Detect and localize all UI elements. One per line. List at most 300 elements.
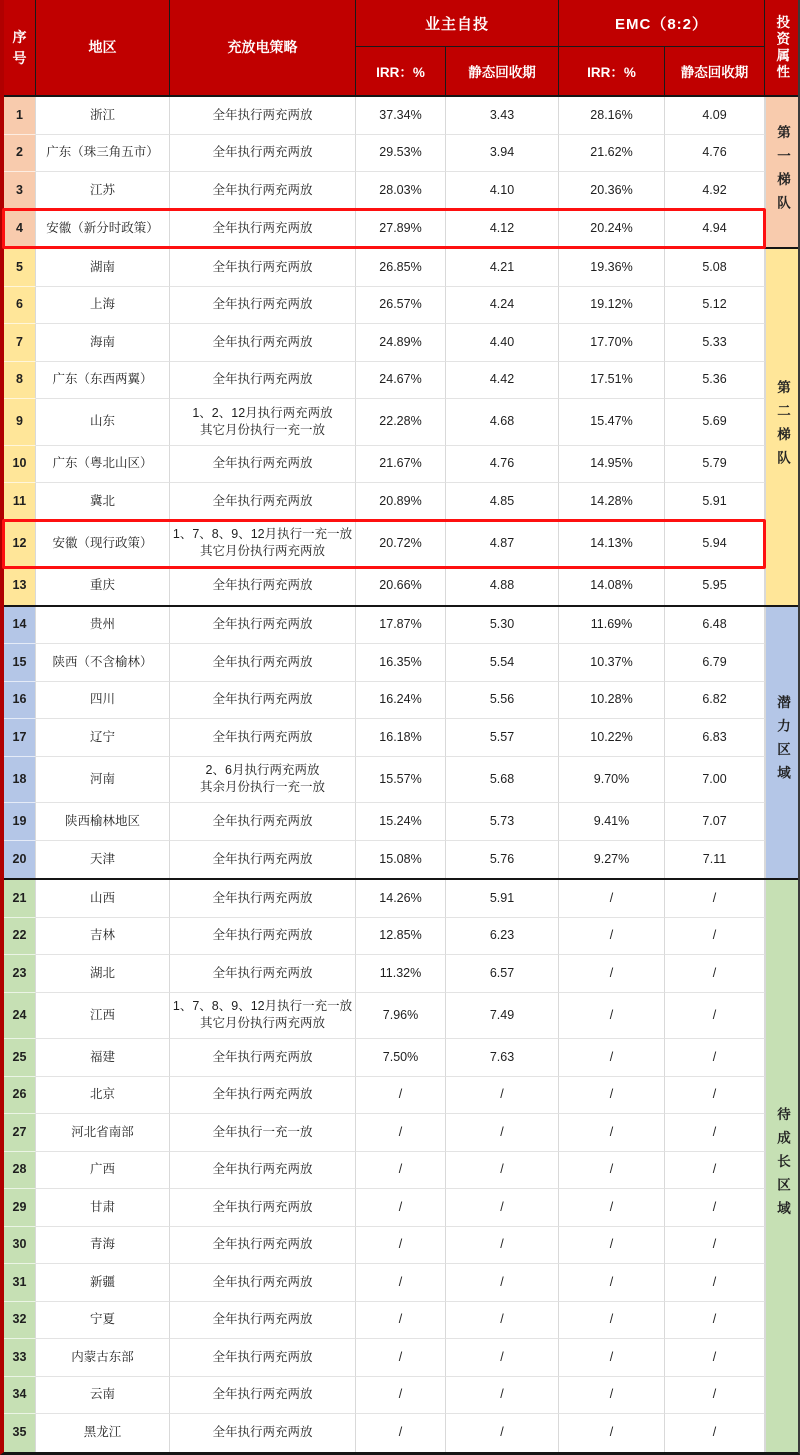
strategy-cell [170,483,356,521]
emc-payback-cell: / [665,918,765,956]
region-cell: 黑龙江 [36,1414,170,1452]
region-cell: 福建 [36,1039,170,1077]
emc-irr-cell: / [559,1414,665,1452]
emc-irr-cell: / [559,1377,665,1415]
tier-group [4,880,798,1452]
strategy-line: 全年执行两充两放 [212,965,313,980]
owner-irr-cell: / [356,1414,446,1452]
emc-payback-cell: 4.94 [665,210,765,248]
strategy-cell [170,1039,356,1077]
owner-payback-cell: 5.57 [446,719,559,757]
header-group-owner [356,0,559,95]
owner-irr-cell: 16.18% [356,719,446,757]
strategy-line: 其它月份执行两充两放 [199,1016,325,1031]
row-no: 20 [4,841,36,879]
header-investment-attribute: 投资属性 [774,14,790,81]
tier-label: 第二梯队 [765,249,798,605]
row-no: 33 [4,1339,36,1377]
strategy-cell [170,567,356,605]
owner-irr-cell: / [356,1227,446,1265]
tier-label: 第一梯队 [765,97,798,247]
strategy-cell [170,1414,356,1452]
owner-payback-cell: 5.30 [446,607,559,645]
strategy-line: 全年执行两充两放 [212,1237,313,1252]
region-cell: 北京 [36,1077,170,1115]
strategy-cell [170,249,356,287]
strategy-cell [170,1114,356,1152]
region-cell: 吉林 [36,918,170,956]
emc-payback-cell: 5.95 [665,567,765,605]
region-cell: 浙江 [36,97,170,135]
row-no: 14 [4,607,36,645]
emc-irr-cell: 9.41% [559,803,665,841]
owner-irr-cell: / [356,1339,446,1377]
emc-irr-cell: 17.51% [559,362,665,400]
emc-irr-cell: / [559,1339,665,1377]
row-no: 16 [4,682,36,720]
owner-irr-cell: 14.26% [356,880,446,918]
table-body [4,95,798,1452]
row-no: 32 [4,1302,36,1340]
row-no: 2 [4,135,36,173]
emc-payback-cell: 4.09 [665,97,765,135]
owner-payback-cell: 3.43 [446,97,559,135]
owner-irr-cell: 27.89% [356,210,446,248]
emc-payback-cell: 5.36 [665,362,765,400]
owner-payback-cell: 6.23 [446,918,559,956]
row-no: 10 [4,446,36,484]
table-row [4,1302,765,1340]
strategy-line: 全年执行两充两放 [212,1274,313,1289]
emc-irr-cell: / [559,880,665,918]
table-row [4,567,765,605]
emc-payback-cell: 7.07 [665,803,765,841]
strategy-cell [170,446,356,484]
table-row [4,682,765,720]
row-no: 19 [4,803,36,841]
emc-irr-cell: / [559,955,665,993]
owner-irr-cell: / [356,1077,446,1115]
table-row [4,446,765,484]
row-no: 24 [4,993,36,1040]
tier-label: 潜力区域 [765,607,798,879]
strategy-line: 1、7、8、9、12月执行一充一放 [172,527,353,542]
owner-irr-cell: 7.96% [356,993,446,1040]
emc-irr-cell: 10.37% [559,644,665,682]
tier-group [4,249,798,607]
region-cell: 江苏 [36,172,170,210]
strategy-cell [170,757,356,804]
emc-payback-cell: 4.92 [665,172,765,210]
emc-payback-cell: 7.00 [665,757,765,804]
owner-payback-cell: / [446,1414,559,1452]
owner-payback-cell: 7.63 [446,1039,559,1077]
strategy-cell [170,803,356,841]
region-cell: 冀北 [36,483,170,521]
owner-payback-cell: 4.76 [446,446,559,484]
owner-payback-cell: 4.85 [446,483,559,521]
strategy-line: 1、7、8、9、12月执行一充一放 [172,999,353,1014]
owner-payback-cell: 4.40 [446,324,559,362]
strategy-line: 其余月份执行一充一放 [199,780,325,795]
emc-payback-cell: 5.12 [665,287,765,325]
owner-irr-cell: 20.89% [356,483,446,521]
owner-irr-cell: 29.53% [356,135,446,173]
region-cell: 江西 [36,993,170,1040]
region-cell: 内蒙古东部 [36,1339,170,1377]
emc-payback-cell: 5.91 [665,483,765,521]
strategy-cell [170,1264,356,1302]
table-header [4,0,798,95]
owner-irr-cell: 15.57% [356,757,446,804]
header-region: 地区 [36,0,170,95]
owner-irr-cell: 26.85% [356,249,446,287]
table-row [4,841,765,879]
owner-payback-cell: 4.87 [446,521,559,568]
tier-group [4,97,798,249]
table-row [4,993,765,1040]
strategy-cell [170,399,356,446]
region-cell: 安徽（现行政策） [36,521,170,568]
table-row [4,287,765,325]
region-cell: 贵州 [36,607,170,645]
strategy-cell [170,1077,356,1115]
row-no: 8 [4,362,36,400]
emc-payback-cell: 6.48 [665,607,765,645]
emc-payback-cell: / [665,1227,765,1265]
region-cell: 四川 [36,682,170,720]
strategy-cell [170,841,356,879]
emc-payback-cell: / [665,1077,765,1115]
emc-payback-cell: 5.94 [665,521,765,568]
emc-irr-cell: / [559,1227,665,1265]
table-row [4,719,765,757]
table-row [4,1114,765,1152]
owner-payback-cell: 4.10 [446,172,559,210]
strategy-line: 全年执行两充两放 [212,297,313,312]
owner-payback-cell: / [446,1152,559,1190]
row-no: 3 [4,172,36,210]
region-cell: 安徽（新分时政策） [36,210,170,248]
owner-payback-cell: / [446,1377,559,1415]
strategy-line: 全年执行两充两放 [212,890,313,905]
strategy-cell [170,719,356,757]
emc-payback-cell: 6.79 [665,644,765,682]
region-cell: 河北省南部 [36,1114,170,1152]
emc-payback-cell: 7.11 [665,841,765,879]
table-row [4,249,765,287]
emc-payback-cell: / [665,1339,765,1377]
table-row [4,644,765,682]
owner-irr-cell: 28.03% [356,172,446,210]
strategy-line: 全年执行两充两放 [212,1425,313,1440]
row-no: 4 [4,210,36,248]
owner-payback-cell: / [446,1227,559,1265]
owner-payback-cell: / [446,1302,559,1340]
table-row [4,97,765,135]
strategy-line: 全年执行两充两放 [212,654,313,669]
strategy-line: 全年执行两充两放 [212,1049,313,1064]
row-no: 9 [4,399,36,446]
strategy-line: 全年执行两充两放 [212,1087,313,1102]
emc-irr-cell: / [559,1152,665,1190]
strategy-cell [170,1189,356,1227]
owner-irr-cell: 15.24% [356,803,446,841]
region-cell: 山西 [36,880,170,918]
row-no: 13 [4,567,36,605]
emc-irr-cell: / [559,1039,665,1077]
emc-payback-cell: / [665,1414,765,1452]
owner-irr-cell: 11.32% [356,955,446,993]
owner-irr-cell: / [356,1114,446,1152]
header-group-emc [559,0,765,95]
emc-irr-cell: / [559,1114,665,1152]
strategy-cell [170,1377,356,1415]
strategy-cell [170,955,356,993]
owner-irr-cell: 26.57% [356,287,446,325]
table-row [4,362,765,400]
region-cell: 青海 [36,1227,170,1265]
emc-irr-cell: / [559,1264,665,1302]
emc-irr-cell: 11.69% [559,607,665,645]
emc-irr-cell: 19.36% [559,249,665,287]
region-cell: 新疆 [36,1264,170,1302]
strategy-line: 全年执行两充两放 [212,1199,313,1214]
emc-irr-cell: / [559,1189,665,1227]
row-no: 12 [4,521,36,568]
emc-irr-cell: / [559,1302,665,1340]
owner-irr-cell: 24.67% [356,362,446,400]
header-strategy: 充放电策略 [170,0,356,95]
owner-payback-cell: / [446,1264,559,1302]
strategy-line: 全年执行两充两放 [212,493,313,508]
strategy-line: 全年执行两充两放 [212,107,313,122]
table-row [4,955,765,993]
strategy-cell [170,682,356,720]
owner-irr-cell: / [356,1152,446,1190]
table-row [4,1377,765,1415]
emc-payback-cell: / [665,1152,765,1190]
row-no: 30 [4,1227,36,1265]
emc-irr-cell: 14.13% [559,521,665,568]
strategy-cell [170,210,356,248]
emc-irr-cell: 10.22% [559,719,665,757]
emc-irr-cell: 28.16% [559,97,665,135]
emc-irr-cell: 14.08% [559,567,665,605]
strategy-cell [170,521,356,568]
owner-payback-cell: / [446,1077,559,1115]
owner-irr-cell: / [356,1302,446,1340]
header-owner-title: 业主自投 [356,0,559,47]
emc-payback-cell: 5.79 [665,446,765,484]
owner-payback-cell: 4.24 [446,287,559,325]
owner-payback-cell: / [446,1189,559,1227]
row-no: 28 [4,1152,36,1190]
emc-irr-cell: 17.70% [559,324,665,362]
table-row [4,1189,765,1227]
tier-label: 待成长区域 [765,880,798,1452]
table-row [4,1339,765,1377]
emc-payback-cell: 5.33 [665,324,765,362]
strategy-cell [170,172,356,210]
row-no: 34 [4,1377,36,1415]
table-row [4,1414,765,1452]
owner-payback-cell: 7.49 [446,993,559,1040]
emc-irr-cell: 10.28% [559,682,665,720]
emc-irr-cell: 19.12% [559,287,665,325]
row-no: 18 [4,757,36,804]
table-row [4,135,765,173]
table-row [4,1227,765,1265]
row-no: 1 [4,97,36,135]
strategy-line: 全年执行两充两放 [212,456,313,471]
strategy-cell [170,97,356,135]
row-no: 29 [4,1189,36,1227]
region-cell: 海南 [36,324,170,362]
row-no: 25 [4,1039,36,1077]
owner-payback-cell: 5.54 [446,644,559,682]
emc-irr-cell: 20.36% [559,172,665,210]
emc-payback-cell: / [665,880,765,918]
region-cell: 陕西（不含榆林） [36,644,170,682]
row-no: 7 [4,324,36,362]
table-row [4,324,765,362]
owner-payback-cell: 5.68 [446,757,559,804]
strategy-cell [170,644,356,682]
table-row [4,607,765,645]
strategy-line: 全年执行两充两放 [212,334,313,349]
emc-payback-cell: / [665,1039,765,1077]
emc-payback-cell: 6.83 [665,719,765,757]
emc-irr-cell: 21.62% [559,135,665,173]
table-row [4,1077,765,1115]
table-row [4,399,765,446]
region-cell: 广西 [36,1152,170,1190]
row-no: 17 [4,719,36,757]
strategy-cell [170,1339,356,1377]
header-emc-title: EMC（8:2） [559,0,765,47]
row-no: 21 [4,880,36,918]
region-cell: 湖北 [36,955,170,993]
owner-irr-cell: 15.08% [356,841,446,879]
row-no: 26 [4,1077,36,1115]
owner-irr-cell: 17.87% [356,607,446,645]
emc-irr-cell: 14.28% [559,483,665,521]
strategy-cell [170,918,356,956]
strategy-line: 全年执行两充两放 [212,372,313,387]
region-cell: 湖南 [36,249,170,287]
region-cell: 广东（粤北山区） [36,446,170,484]
strategy-cell [170,993,356,1040]
strategy-line: 全年执行两充两放 [212,692,313,707]
table-row [4,210,765,248]
emc-payback-cell: / [665,993,765,1040]
emc-irr-cell: / [559,1077,665,1115]
emc-payback-cell: 4.76 [665,135,765,173]
strategy-line: 全年执行两充两放 [212,851,313,866]
table-row [4,757,765,804]
region-cell: 广东（东西两翼） [36,362,170,400]
region-cell: 甘肃 [36,1189,170,1227]
region-cell: 陕西榆林地区 [36,803,170,841]
row-no: 15 [4,644,36,682]
strategy-cell [170,1152,356,1190]
strategy-cell [170,362,356,400]
tier-group [4,607,798,881]
row-no: 22 [4,918,36,956]
strategy-line: 全年执行两充两放 [212,1312,313,1327]
strategy-line: 全年执行两充两放 [212,928,313,943]
strategy-cell [170,880,356,918]
table-row [4,483,765,521]
row-no: 5 [4,249,36,287]
emc-irr-cell: 9.27% [559,841,665,879]
owner-irr-cell: / [356,1189,446,1227]
table-row [4,521,765,568]
owner-irr-cell: 22.28% [356,399,446,446]
owner-irr-cell: 12.85% [356,918,446,956]
region-cell: 河南 [36,757,170,804]
owner-irr-cell: 24.89% [356,324,446,362]
strategy-line: 全年执行两充两放 [212,1387,313,1402]
row-no: 31 [4,1264,36,1302]
owner-payback-cell: 4.12 [446,210,559,248]
emc-payback-cell: / [665,1189,765,1227]
region-cell: 上海 [36,287,170,325]
owner-payback-cell: 6.57 [446,955,559,993]
row-no: 11 [4,483,36,521]
owner-irr-cell: 16.35% [356,644,446,682]
region-cell: 重庆 [36,567,170,605]
strategy-line: 全年执行两充两放 [212,220,313,235]
emc-payback-cell: 5.08 [665,249,765,287]
strategy-line: 全年执行两充两放 [212,182,313,197]
strategy-cell [170,607,356,645]
header-emc-irr: IRR：% [559,47,665,95]
region-cell: 辽宁 [36,719,170,757]
header-owner-irr: IRR：% [356,47,446,95]
strategy-line: 其它月份执行一充一放 [199,422,325,437]
table-row [4,172,765,210]
region-cell: 宁夏 [36,1302,170,1340]
strategy-line: 全年执行一充一放 [212,1124,313,1139]
strategy-line: 全年执行两充两放 [212,1349,313,1364]
strategy-line: 全年执行两充两放 [212,1162,313,1177]
strategy-cell [170,1302,356,1340]
strategy-line: 全年执行两充两放 [212,617,313,632]
row-no: 27 [4,1114,36,1152]
owner-payback-cell: 4.21 [446,249,559,287]
emc-irr-cell: 14.95% [559,446,665,484]
emc-irr-cell: 9.70% [559,757,665,804]
owner-payback-cell: 4.42 [446,362,559,400]
strategy-line: 全年执行两充两放 [212,813,313,828]
row-no: 6 [4,287,36,325]
region-cell: 云南 [36,1377,170,1415]
header-owner-payback: 静态回收期 [446,47,559,95]
owner-payback-cell: 5.76 [446,841,559,879]
row-no: 23 [4,955,36,993]
table-row [4,1264,765,1302]
strategy-cell [170,135,356,173]
emc-payback-cell: / [665,1114,765,1152]
owner-irr-cell: / [356,1377,446,1415]
strategy-line: 1、2、12月执行两充两放 [192,405,333,420]
owner-payback-cell: / [446,1339,559,1377]
strategy-line: 其它月份执行两充两放 [199,544,325,559]
owner-payback-cell: / [446,1114,559,1152]
owner-payback-cell: 4.68 [446,399,559,446]
